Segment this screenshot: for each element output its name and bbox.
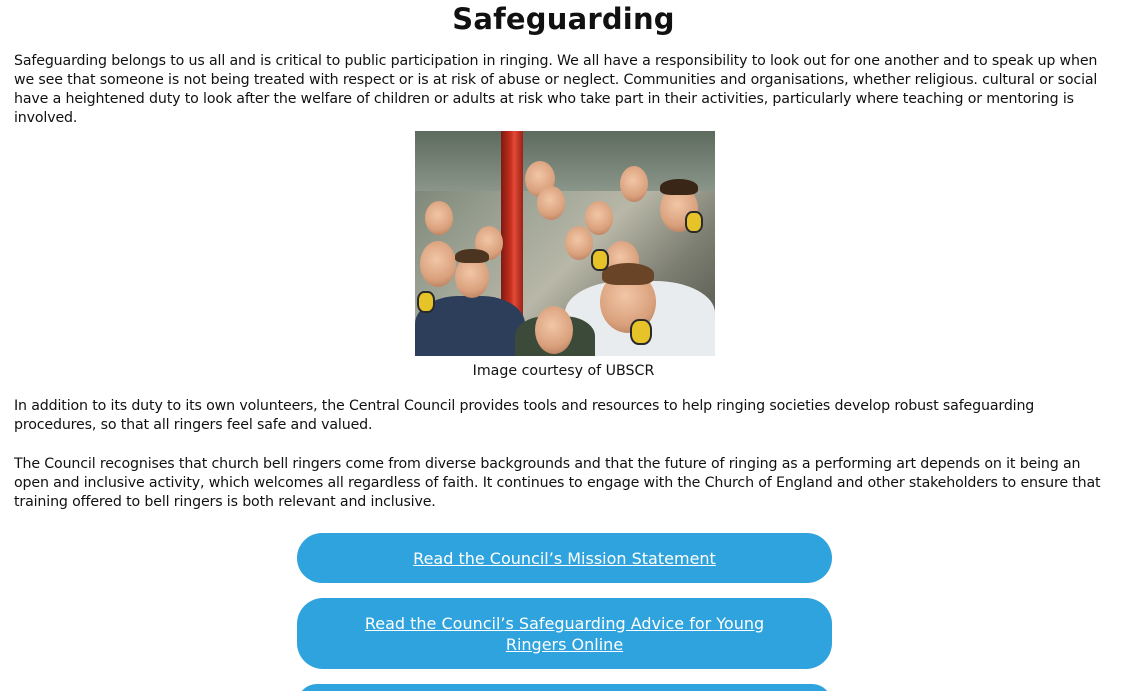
image-caption: Image courtesy of UBSCR: [472, 363, 655, 379]
page-title: Safeguarding: [452, 2, 675, 36]
intro-paragraph: Safeguarding belongs to us all and is critical to public participation in ringing. We all have a responsibility to look out for one another and to speak up when we see that someone is not being treated with respect or is at risk of abuse or neglect. Communities and organisations, whether religious. cultural or social have a heightened duty to look after the welfare of children or adults at risk who take part in their activities, particularly where teaching or mentoring is involved.: [14, 53, 1098, 126]
young-ringers-online-button[interactable]: [297, 598, 832, 669]
mission-statement-button[interactable]: [297, 533, 832, 583]
inclusivity-paragraph: The Council recognises that church bell ringers come from diverse backgrounds and that the future of ringing as a performing art depends on it being an open and inclusive activity, which welcomes all regardless of faith. It continues to engage with the Church of England and other stakeholders to ensure that training offered to bell ringers is both relevant and inclusive.: [14, 456, 1101, 510]
young-ringers-online-link-text[interactable]: Read the Council’s Safeguarding Advice for Young Ringers Online: [364, 613, 765, 654]
mission-statement-link-text[interactable]: Read the Council’s Mission Statement: [413, 548, 716, 568]
council-resources-paragraph: In addition to its duty to its own volunteers, the Central Council provides tools and resources to help ringing societies develop robust safeguarding procedures, so that all ringers feel safe and valued.: [14, 398, 1035, 433]
third-link-button[interactable]: [297, 684, 832, 691]
group-photo: [415, 131, 715, 356]
